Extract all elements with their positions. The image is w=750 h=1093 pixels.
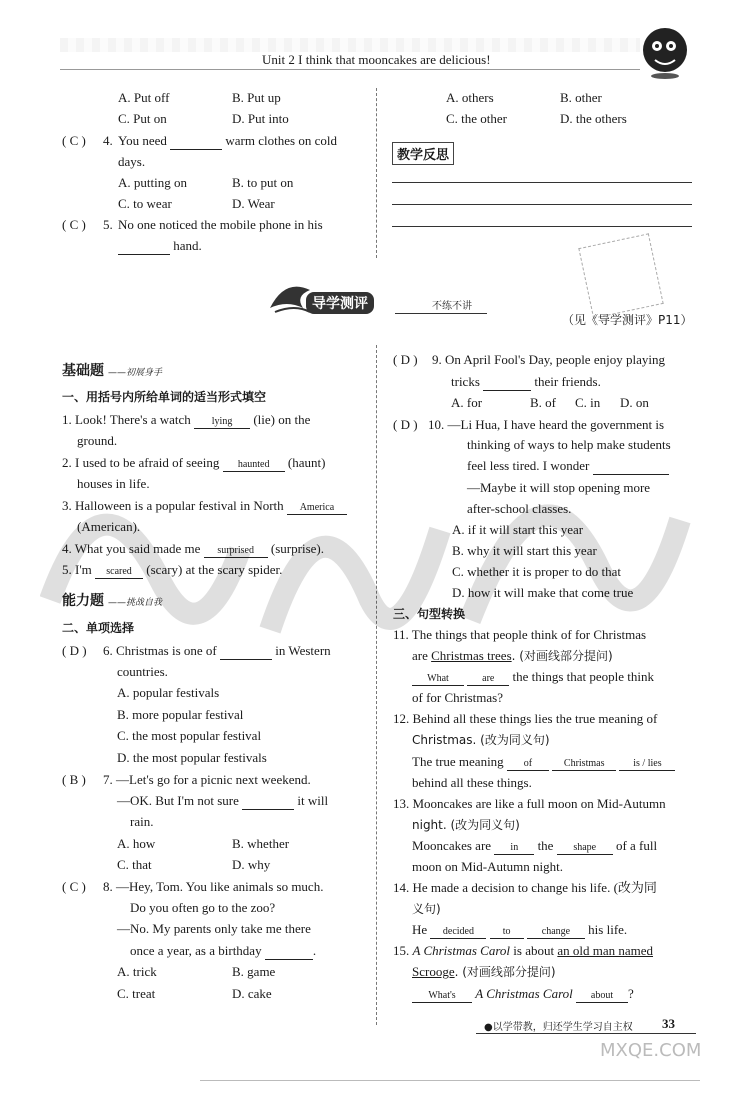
q3-option-a: A. Put off — [118, 90, 170, 105]
q6-answer: ( D ) — [62, 643, 87, 658]
q11-stem-cont: are Christmas trees. (对画线部分提问) — [412, 648, 613, 663]
q7-option-a: A. how — [117, 836, 156, 851]
q10-stem: 10. —Li Hua, I have heard the government is — [428, 417, 665, 432]
q15-stem-cont: Scrooge. (对画线部分提问) — [412, 964, 556, 979]
q15-answer-line: What's A Christmas Carol about ? — [412, 986, 634, 1003]
q13-stem: 13. Mooncakes are like a full moon on Mid-Autumn — [393, 796, 666, 811]
basic-q4: 4. What you said made me surprised (surprise). — [62, 541, 324, 556]
footer-rule — [476, 1033, 696, 1034]
q9-stem-cont: tricks their friends. — [451, 374, 601, 389]
q6-stem-cont: countries. — [117, 664, 168, 679]
q8-option-c: C. treat — [117, 986, 156, 1001]
q3-option-d: D. Put into — [232, 111, 289, 126]
ability-heading: 能力题 ——挑战自我 — [62, 593, 163, 609]
mascot-icon — [635, 20, 695, 80]
q14-answer-line: He decided to change his life. — [412, 922, 628, 937]
q7-stem-end: rain. — [130, 814, 154, 829]
q3-option-b: B. Put up — [232, 90, 281, 105]
banner-rule — [395, 313, 487, 314]
reflection-line-1 — [392, 182, 692, 183]
q15-stem: 15. A Christmas Carol is about an old man named — [393, 943, 654, 958]
q7-stem: 7. —Let's go for a picnic next weekend. — [103, 772, 311, 787]
q10-option-c: C. whether it is proper to do that — [452, 564, 621, 579]
banner-reference: （见《导学测评》P11） — [562, 313, 693, 327]
q6-stem: 6. Christmas is one of in Western — [103, 643, 331, 658]
q4-stem-cont: days. — [118, 154, 146, 169]
q8-option-d: D. cake — [232, 986, 272, 1001]
q11-answer-cont: of for Christmas? — [412, 690, 503, 705]
basic-q2: 2. I used to be afraid of seeing haunted (haunt) — [62, 455, 326, 470]
corner-watermark: MXQE.COM — [600, 1040, 702, 1061]
q7-stem-cont: —OK. But I'm not sure it will — [117, 793, 329, 808]
q9-option-c: C. in — [575, 395, 601, 410]
q14-stem: 14. He made a decision to change his life. (改为同 — [393, 880, 657, 895]
basic-q1-cont: ground. — [77, 433, 118, 448]
q10-answer: ( D ) — [393, 417, 418, 432]
basic-q3-cont: (American). — [77, 519, 141, 534]
q10-stem-4: —Maybe it will stop opening more — [467, 480, 651, 495]
header-band — [60, 38, 640, 52]
prev-option-c: C. the other — [446, 111, 508, 126]
q9-option-d: D. on — [620, 395, 649, 410]
basic-q3: 3. Halloween is a popular festival in North America — [62, 498, 347, 515]
q9-answer: ( D ) — [393, 352, 418, 367]
basic-q1: 1. Look! There's a watch lying (lie) on the — [62, 412, 311, 427]
q14-stem-cont: 义句) — [412, 902, 441, 916]
q9-option-b: B. of — [530, 395, 556, 410]
q7-answer: ( B ) — [62, 772, 86, 787]
q4-stem: You need warm clothes on cold — [118, 133, 337, 148]
q10-stem-5: after-school classes. — [467, 501, 572, 516]
q4-option-c: C. to wear — [118, 196, 172, 211]
page-bottom-edge — [200, 1080, 700, 1081]
basic-q5: 5. I'm scared (scary) at the scary spider. — [62, 562, 283, 577]
q11-stem: 11. The things that people think of for Christmas — [393, 627, 647, 642]
column-divider-top — [376, 88, 377, 258]
page-number: 33 — [662, 1016, 675, 1031]
q7-option-b: B. whether — [232, 836, 290, 851]
q10-option-b: B. why it will start this year — [452, 543, 597, 558]
prev-option-a: A. others — [446, 90, 494, 105]
q10-stem-2: thinking of ways to help make students — [467, 437, 671, 452]
q8-stem-2: Do you often go to the zoo? — [130, 900, 276, 915]
q8-option-a: A. trick — [117, 964, 157, 979]
teaching-reflection-label: 教学反思 — [392, 142, 454, 165]
q8-stem-4: once a year, as a birthday . — [130, 943, 317, 958]
q5-number: 5. — [103, 217, 113, 232]
q12-stem-cont: Christmas. (改为同义句) — [412, 733, 550, 747]
footer-slogan: ●以学带教，归还学生学习自主权 — [484, 1022, 633, 1033]
q4-option-a: A. putting on — [118, 175, 187, 190]
q8-stem-3: —No. My parents only take me there — [117, 921, 311, 936]
part1-instruction: 一、用括号内所给单词的适当形式填空 — [62, 390, 267, 404]
header-rule — [60, 69, 640, 70]
q12-answer-cont: behind all these things. — [412, 775, 532, 790]
q6-option-c: C. the most popular festival — [117, 728, 262, 743]
part3-instruction: 三、句型转换 — [393, 607, 466, 621]
banner-subtitle: 不练不讲 — [432, 301, 472, 312]
q7-option-c: C. that — [117, 857, 152, 872]
q4-option-d: D. Wear — [232, 196, 275, 211]
q8-stem: 8. —Hey, Tom. You like animals so much. — [103, 879, 324, 894]
q5-answer: ( C ) — [62, 217, 86, 232]
q5-stem: No one noticed the mobile phone in his — [118, 217, 323, 232]
q9-stem: 9. On April Fool's Day, people enjoy playing — [432, 352, 665, 367]
q12-stem: 12. Behind all these things lies the true meaning of — [393, 711, 658, 726]
q13-answer-line: Mooncakes are in the shape of a full — [412, 838, 658, 853]
q10-option-a: A. if it will start this year — [452, 522, 584, 537]
q6-option-d: D. the most popular festivals — [117, 750, 267, 765]
basic-heading: 基础题 ——初展身手 — [62, 363, 163, 379]
reflection-line-3 — [392, 226, 692, 227]
q9-option-a: A. for — [451, 395, 483, 410]
reflection-line-2 — [392, 204, 692, 205]
page-header-title: Unit 2 I think that mooncakes are delicious! — [262, 52, 491, 67]
q8-answer: ( C ) — [62, 879, 86, 894]
q5-stem-cont: hand. — [118, 238, 202, 255]
q10-option-d: D. how it will make that come true — [452, 585, 634, 600]
banner-title: 导学测评 — [306, 292, 374, 314]
q12-answer-line: The true meaning of Christmas is / lies — [412, 754, 675, 771]
q4-number: 4. — [103, 133, 113, 148]
q8-option-b: B. game — [232, 964, 276, 979]
part2-instruction: 二、单项选择 — [62, 621, 135, 635]
q7-option-d: D. why — [232, 857, 271, 872]
q13-stem-cont: night. (改为同义句) — [412, 818, 520, 832]
q4-answer: ( C ) — [62, 133, 86, 148]
q6-option-a: A. popular festivals — [117, 685, 220, 700]
q13-answer-cont: moon on Mid-Autumn night. — [412, 859, 563, 874]
q6-option-b: B. more popular festival — [117, 707, 244, 722]
q4-option-b: B. to put on — [232, 175, 294, 190]
prev-option-b: B. other — [560, 90, 602, 105]
basic-q2-cont: houses in life. — [77, 476, 150, 491]
q11-answer-line: What are the things that people think — [412, 669, 654, 686]
library-stamp — [578, 233, 663, 318]
prev-option-d: D. the others — [560, 111, 627, 126]
q3-option-c: C. Put on — [118, 111, 167, 126]
q10-stem-3: feel less tired. I wonder — [467, 458, 669, 475]
column-divider-bottom — [376, 345, 377, 1025]
